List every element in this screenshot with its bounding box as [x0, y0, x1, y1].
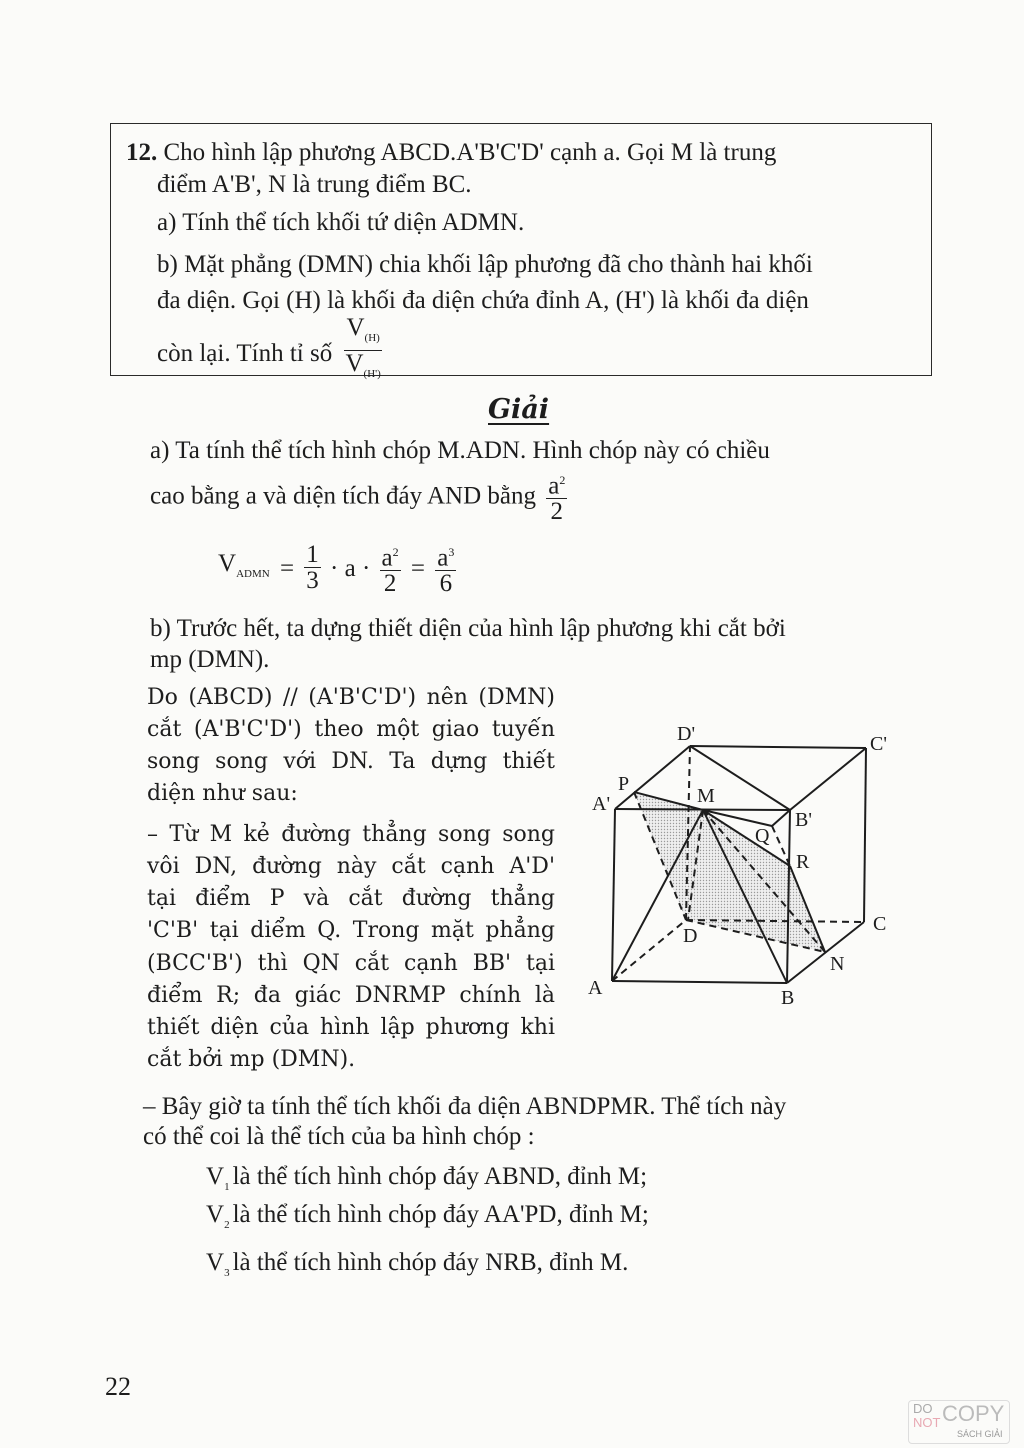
label-d: D: [683, 925, 698, 947]
formula-v: V: [218, 549, 237, 577]
edge-ab: [612, 981, 787, 983]
problem-number: 12.: [126, 139, 158, 166]
ratio-numerator: V: [346, 314, 365, 341]
problem-line-2: điểm A'B', N là trung điểm BC.: [157, 171, 472, 198]
solution-c-line-2: có thể coi là thể tích của ba hình chóp :: [143, 1123, 535, 1150]
f3-sup: 3: [448, 545, 455, 559]
watermark-copy: COPY: [942, 1401, 1005, 1426]
f1-den: 3: [306, 567, 319, 595]
construction-line: Do (ABCD) // (A'B'C'D') nên (DMN): [147, 685, 555, 710]
pyramid-v: V: [206, 1163, 225, 1190]
construction-line: 'C'B' tại diểm Q. Trong mặt phẳng: [147, 918, 555, 943]
f2-num: a: [381, 544, 393, 572]
label-n: N: [830, 953, 845, 975]
watermark-site: SÁCH GIẢI: [957, 1429, 1003, 1439]
pyramid-text: là thể tích hình chóp đáy NRB, đỉnh M.: [232, 1249, 629, 1276]
label-b: B: [781, 987, 795, 1009]
f1-num: 1: [306, 541, 319, 569]
area-num: a: [548, 472, 560, 500]
label-a: A: [588, 977, 603, 999]
pyramid-item: [206, 1248, 628, 1288]
ratio-prefix: còn lại. Tính tỉ số: [157, 340, 333, 368]
watermark-do: DO: [913, 1401, 933, 1416]
label-c: C: [873, 913, 887, 935]
pyramid-item: [206, 1162, 647, 1202]
watermark-logo: [908, 1400, 1010, 1444]
label-a1: A': [592, 793, 611, 815]
construction-line: cắt bởi mp (DMN).: [147, 1047, 356, 1072]
f3-den: 6: [439, 570, 453, 598]
area-num-sup: 2: [559, 473, 566, 487]
formula-eq: =: [279, 554, 295, 582]
solution-b-line-1: b) Trước hết, ta dựng thiết diện của hình lập phương khi cắt bởi: [150, 615, 786, 642]
problem-text-1: Cho hình lập phương ABCD.A'B'C'D' cạnh a. Gọi M là trung: [163, 139, 777, 166]
solution-title: Giải: [488, 394, 550, 425]
pyramid-v: V: [206, 1201, 225, 1228]
edge-ad-hidden: [612, 920, 686, 981]
construction-line: – Từ M kẻ đường thẳng song song: [147, 822, 555, 847]
label-d1: D': [677, 723, 696, 745]
label-c1: C': [870, 733, 887, 755]
f3-num: a: [437, 544, 449, 572]
construction-line: (BCC'B') thì QN cắt cạnh BB' tại: [147, 951, 555, 976]
ratio-denominator-sub: (H'): [363, 368, 381, 380]
label-m: M: [697, 785, 715, 807]
f2-den: 2: [383, 570, 397, 598]
problem-part-a: a) Tính thể tích khối tứ diện ADMN.: [157, 209, 525, 236]
pyramid-text: là thể tích hình chóp đáy AA'PD, đỉnh M;: [232, 1201, 649, 1228]
edge-b1c1: [790, 748, 866, 810]
formula-v-sub: ADMN: [236, 567, 270, 580]
construction-line: thiết diện của hình lập phương khi: [147, 1015, 555, 1040]
construction-line: song song với DN. Ta dựng thiết: [147, 749, 555, 774]
label-p: P: [618, 773, 630, 795]
solution-a-line-2-text: cao bằng a và diện tích đáy AND bằng: [150, 482, 536, 510]
pyramid-item: [206, 1200, 649, 1240]
label-b1: B': [795, 809, 812, 831]
edge-cc1: [864, 748, 866, 922]
page-number: 22: [105, 1372, 131, 1401]
problem-part-b-line-1: b) Mặt phẳng (DMN) chia khối lập phương đã cho thành hai khối: [157, 251, 813, 278]
ratio-numerator-sub: (H): [364, 332, 380, 344]
solution-b-line-2: mp (DMN).: [150, 646, 270, 673]
edge-aa1: [612, 809, 615, 981]
watermark-not: NOT: [913, 1415, 941, 1430]
solution-a-line-1: a) Ta tính thể tích hình chóp M.ADN. Hình chóp này có chiều: [150, 437, 770, 464]
construction-line: tại điểm P và cắt đường thẳng: [147, 886, 555, 911]
area-den: 2: [550, 498, 564, 526]
ratio-denominator: V: [345, 350, 364, 377]
formula-eq-2: =: [410, 554, 426, 582]
construction-line: diện như sau:: [147, 781, 298, 806]
problem-part-b-line-2: đa diện. Gọi (H) là khối đa diện chứa đỉnh A, (H') là khối đa diện: [157, 287, 809, 314]
construction-line: cắt (A'B'C'D') theo một giao tuyến: [147, 717, 555, 742]
solution-c-line-1: – Bây giờ ta tính thể tích khối đa diện ABNDPMR. Thể tích này: [143, 1093, 787, 1120]
label-q: Q: [755, 825, 770, 847]
construction-line: vôi DN, đường này cắt cạnh A'D': [147, 854, 555, 879]
f2-sup: 2: [392, 545, 399, 559]
formula-dot-a: · a ·: [330, 554, 371, 582]
pyramid-v-sub: 1: [224, 1181, 230, 1193]
edge-c1d1: [690, 746, 866, 748]
pyramid-v: V: [206, 1249, 225, 1276]
construction-line: điểm R; đa giác DNRMP chính là: [147, 983, 555, 1008]
pyramid-v-sub: 3: [224, 1267, 230, 1279]
label-r: R: [796, 851, 810, 873]
pyramid-v-sub: 2: [224, 1219, 230, 1231]
pyramid-text: là thể tích hình chóp đáy ABND, đỉnh M;: [232, 1163, 648, 1190]
line-qb1: [772, 810, 790, 826]
